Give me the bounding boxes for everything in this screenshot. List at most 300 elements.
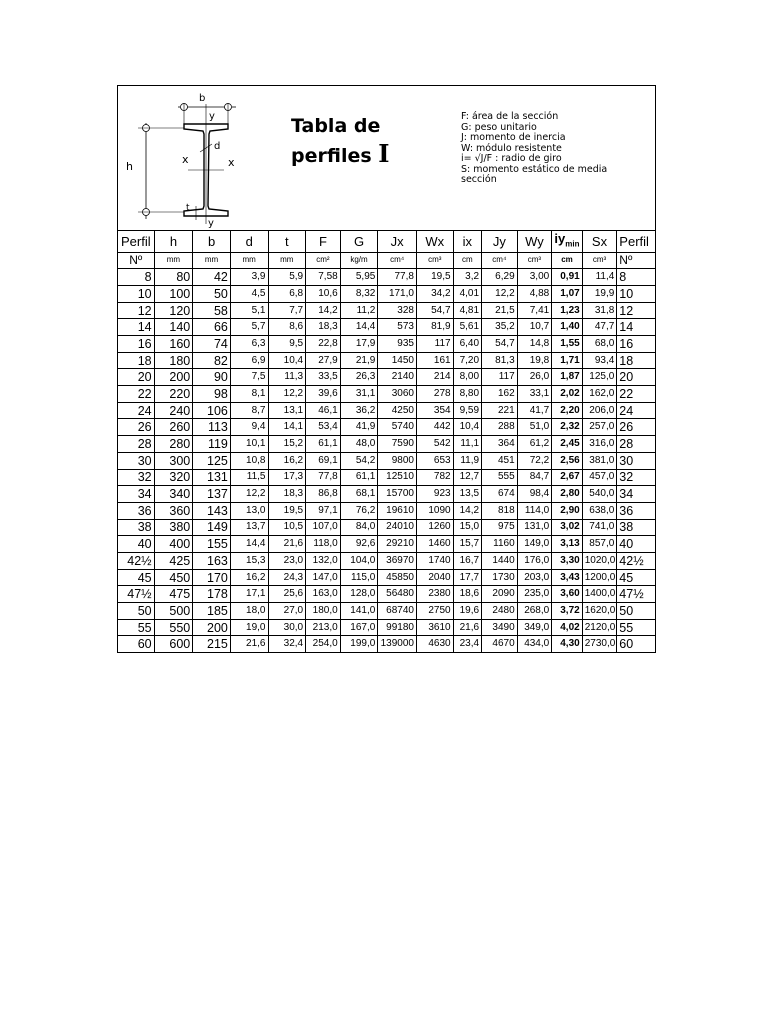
table-cell: 2140 [378, 369, 417, 386]
table-cell: 98 [193, 386, 231, 403]
table-row [118, 419, 656, 436]
table-cell: 19,6 [453, 603, 481, 620]
table-cell: 14,4 [340, 319, 378, 336]
column-header-label: h [169, 233, 178, 249]
table-cell: 16,7 [453, 552, 481, 569]
table-cell: 653 [416, 452, 453, 469]
table-cell: 2090 [482, 586, 518, 603]
table-cell: 81,9 [416, 319, 453, 336]
table-cell: 7,20 [453, 352, 481, 369]
table-cell: 349,0 [517, 619, 552, 636]
table-cell: 84,0 [340, 519, 378, 536]
unit-cell: cm³ [517, 252, 552, 269]
unit-cell: cm³ [582, 252, 617, 269]
table-cell: 36970 [378, 552, 417, 569]
table-cell: 9,5 [268, 336, 306, 353]
table-cell: 6,40 [453, 336, 481, 353]
table-cell: 7,58 [306, 269, 341, 286]
table-cell: 30 [617, 452, 656, 469]
table-cell: 13,7 [230, 519, 268, 536]
legend-line: W: módulo resistente [461, 142, 562, 154]
table-row [118, 352, 656, 369]
unit-cell: cm⁴ [482, 252, 518, 269]
column-header-label: Wy [525, 233, 544, 249]
unit-cell: cm³ [416, 252, 453, 269]
table-cell: 13,5 [453, 486, 481, 503]
table-cell: 240 [154, 402, 193, 419]
table-cell: 28 [617, 436, 656, 453]
table-cell: 162,0 [582, 386, 617, 403]
table-cell: 3490 [482, 619, 518, 636]
unit-cell: cm [552, 252, 583, 269]
unit-cell: Nº [118, 252, 155, 269]
table-cell: 149 [193, 519, 231, 536]
table-cell: 8 [118, 269, 155, 286]
table-cell: 1730 [482, 569, 518, 586]
table-cell: 167,0 [340, 619, 378, 636]
table-cell: 425 [154, 552, 193, 569]
table-cell: 10,7 [517, 319, 552, 336]
diagram-label-d: d [214, 141, 221, 152]
table-cell: 92,6 [340, 536, 378, 553]
table-cell: 206,0 [582, 402, 617, 419]
table-cell: 24,3 [268, 569, 306, 586]
table-cell: 48,0 [340, 436, 378, 453]
table-cell: 19610 [378, 502, 417, 519]
column-header-label: iy [554, 231, 566, 246]
column-header-label: Sx [591, 233, 608, 249]
column-header [118, 231, 155, 253]
column-header-label: b [207, 233, 216, 249]
table-cell: 4630 [416, 636, 453, 653]
table-cell: 2120,0 [582, 619, 617, 636]
table-cell: 131 [193, 469, 231, 486]
table-cell: 354 [416, 402, 453, 419]
table-cell: 10,8 [230, 452, 268, 469]
table-cell: 8 [617, 269, 656, 286]
table-cell: 14,4 [230, 536, 268, 553]
table-row [118, 285, 656, 302]
table-cell: 117 [482, 369, 518, 386]
column-header [482, 231, 518, 253]
table-cell: 475 [154, 586, 193, 603]
table-cell: 381,0 [582, 452, 617, 469]
table-cell: 10 [118, 285, 155, 302]
table-cell: 500 [154, 603, 193, 620]
table-cell: 7,7 [268, 302, 306, 319]
table-cell: 1020,0 [582, 552, 617, 569]
table-cell: 2,32 [552, 419, 583, 436]
table-cell: 3610 [416, 619, 453, 636]
table-cell: 117 [416, 336, 453, 353]
table-cell: 47½ [617, 586, 656, 603]
table-cell: 61,1 [306, 436, 341, 453]
table-cell: 14 [617, 319, 656, 336]
table-cell: 180 [154, 352, 193, 369]
table-cell: 21,6 [230, 636, 268, 653]
column-header-label: G [353, 233, 365, 249]
table-cell: 457,0 [582, 469, 617, 486]
table-cell: 782 [416, 469, 453, 486]
table-cell: 39,6 [306, 386, 341, 403]
table-cell: 364 [482, 436, 518, 453]
table-cell: 27,0 [268, 603, 306, 620]
table-cell: 5740 [378, 419, 417, 436]
title-line-2 [291, 140, 390, 170]
unit-cell: cm² [306, 252, 341, 269]
table-cell: 40 [118, 536, 155, 553]
table-cell: 161 [416, 352, 453, 369]
table-cell: 1620,0 [582, 603, 617, 620]
table-cell: 34,2 [416, 285, 453, 302]
table-cell: 47,7 [582, 319, 617, 336]
table-cell: 2040 [416, 569, 453, 586]
table-cell: 278 [416, 386, 453, 403]
table-cell: 555 [482, 469, 518, 486]
table-cell: 42 [193, 269, 231, 286]
table-cell: 11,4 [582, 269, 617, 286]
table-cell: 33,1 [517, 386, 552, 403]
table-cell: 163 [193, 552, 231, 569]
table-cell: 400 [154, 536, 193, 553]
table-cell: 98,4 [517, 486, 552, 503]
table-row [118, 469, 656, 486]
table-cell: 68,0 [582, 336, 617, 353]
table-cell: 8,32 [340, 285, 378, 302]
table-cell: 18,6 [453, 586, 481, 603]
table-cell: 143 [193, 502, 231, 519]
table-cell: 19,5 [416, 269, 453, 286]
legend-line: sección [461, 174, 497, 185]
table-cell: 221 [482, 402, 518, 419]
table-cell: 5,1 [230, 302, 268, 319]
table-cell: 18,3 [306, 319, 341, 336]
table-cell: 34 [617, 486, 656, 503]
table-cell: 1,40 [552, 319, 583, 336]
table-cell: 113 [193, 419, 231, 436]
table-cell: 29210 [378, 536, 417, 553]
table-cell: 26,3 [340, 369, 378, 386]
table-cell: 1450 [378, 352, 417, 369]
iy-subscript: min [565, 239, 580, 249]
table-cell: 4250 [378, 402, 417, 419]
table-cell: 328 [378, 302, 417, 319]
column-header-label: Wx [425, 233, 445, 249]
table-cell: 30,0 [268, 619, 306, 636]
table-cell: 118,0 [306, 536, 341, 553]
table-cell: 68,1 [340, 486, 378, 503]
column-header-label: Perfil [619, 233, 649, 249]
table-row [118, 502, 656, 519]
column-header [378, 231, 417, 253]
table-cell: 2380 [416, 586, 453, 603]
table-cell: 4,02 [552, 619, 583, 636]
table-cell: 8,6 [268, 319, 306, 336]
header-row [118, 231, 656, 253]
unit-cell: mm [154, 252, 193, 269]
table-cell: 106 [193, 402, 231, 419]
table-cell: 200 [154, 369, 193, 386]
table-cell: 1740 [416, 552, 453, 569]
table-cell: 26,0 [517, 369, 552, 386]
table-cell: 82 [193, 352, 231, 369]
table-cell: 35,2 [482, 319, 518, 336]
table-cell: 18,0 [230, 603, 268, 620]
table-cell: 46,1 [306, 402, 341, 419]
table-cell: 23,4 [453, 636, 481, 653]
column-header [416, 231, 453, 253]
table-cell: 18 [617, 352, 656, 369]
table-cell: 1,87 [552, 369, 583, 386]
table-cell: 45850 [378, 569, 417, 586]
table-cell: 316,0 [582, 436, 617, 453]
table-cell: 199,0 [340, 636, 378, 653]
table-cell: 178 [193, 586, 231, 603]
table-cell: 9,59 [453, 402, 481, 419]
table-cell: 2,67 [552, 469, 583, 486]
legend-line: S: momento estático de media [461, 163, 608, 175]
table-cell: 16 [118, 336, 155, 353]
table-row [118, 452, 656, 469]
table-cell: 8,1 [230, 386, 268, 403]
table-cell: 1460 [416, 536, 453, 553]
table-cell: 114,0 [517, 502, 552, 519]
header-box [117, 85, 656, 230]
table-cell: 254,0 [306, 636, 341, 653]
table-cell: 147,0 [306, 569, 341, 586]
table-cell: 674 [482, 486, 518, 503]
table-cell: 17,3 [268, 469, 306, 486]
table-cell: 380 [154, 519, 193, 536]
table-cell: 3,13 [552, 536, 583, 553]
table-cell: 45 [617, 569, 656, 586]
table-cell: 66 [193, 319, 231, 336]
diagram-label-y-bottom: y [208, 218, 214, 229]
table-cell: 257,0 [582, 419, 617, 436]
table-cell: 140 [154, 319, 193, 336]
table-cell: 38 [617, 519, 656, 536]
table-cell: 16,2 [268, 452, 306, 469]
table-cell: 11,5 [230, 469, 268, 486]
table-cell: 7590 [378, 436, 417, 453]
table-cell: 15,3 [230, 552, 268, 569]
table-cell: 1200,0 [582, 569, 617, 586]
table-cell: 81,3 [482, 352, 518, 369]
table-cell: 61,1 [340, 469, 378, 486]
table-cell: 1,07 [552, 285, 583, 302]
table-cell: 300 [154, 452, 193, 469]
table-cell: 141,0 [340, 603, 378, 620]
table-row [118, 619, 656, 636]
table-cell: 11,1 [453, 436, 481, 453]
table-cell: 100 [154, 285, 193, 302]
table-cell: 185 [193, 603, 231, 620]
table-cell: 171,0 [378, 285, 417, 302]
legend-line: G: peso unitario [461, 121, 537, 133]
table-cell: 11,3 [268, 369, 306, 386]
table-cell: 160 [154, 336, 193, 353]
table-cell: 8,00 [453, 369, 481, 386]
table-cell: 33,5 [306, 369, 341, 386]
column-header [268, 231, 306, 253]
table-cell: 36 [617, 502, 656, 519]
table-cell: 21,5 [482, 302, 518, 319]
title-line-1: Tabla de [291, 115, 381, 137]
table-cell: 84,7 [517, 469, 552, 486]
table-cell: 450 [154, 569, 193, 586]
table-cell: 1440 [482, 552, 518, 569]
table-cell: 22,8 [306, 336, 341, 353]
table-cell: 176,0 [517, 552, 552, 569]
column-header [582, 231, 617, 253]
table-cell: 26 [617, 419, 656, 436]
table-cell: 7,41 [517, 302, 552, 319]
table-cell: 320 [154, 469, 193, 486]
table-cell: 4,5 [230, 285, 268, 302]
table-cell: 0,91 [552, 269, 583, 286]
column-header-label: Jy [492, 233, 506, 249]
table-cell: 32,4 [268, 636, 306, 653]
table-cell: 12,7 [453, 469, 481, 486]
column-header-label: d [245, 233, 253, 249]
table-cell: 24 [118, 402, 155, 419]
table-cell: 12,2 [268, 386, 306, 403]
table-cell: 162 [482, 386, 518, 403]
table-cell: 340 [154, 486, 193, 503]
table-cell: 12 [118, 302, 155, 319]
table-cell: 741,0 [582, 519, 617, 536]
table-cell: 50 [617, 603, 656, 620]
table-cell: 540,0 [582, 486, 617, 503]
diagram-label-h: h [126, 160, 133, 173]
table-cell: 6,9 [230, 352, 268, 369]
profile-symbol: I [378, 139, 390, 168]
table-cell: 2,02 [552, 386, 583, 403]
table-cell: 139000 [378, 636, 417, 653]
table-cell: 260 [154, 419, 193, 436]
table-row [118, 536, 656, 553]
table-cell: 18 [118, 352, 155, 369]
table-cell: 107,0 [306, 519, 341, 536]
table-cell: 90 [193, 369, 231, 386]
table-cell: 1,55 [552, 336, 583, 353]
table-cell: 542 [416, 436, 453, 453]
column-header-label: Perfil [120, 233, 151, 249]
table-cell: 1,71 [552, 352, 583, 369]
table-cell: 15,0 [453, 519, 481, 536]
table-cell: 2,80 [552, 486, 583, 503]
table-cell: 131,0 [517, 519, 552, 536]
table-cell: 41,7 [517, 402, 552, 419]
table-cell: 14 [118, 319, 155, 336]
diagram-label-t: t [186, 203, 190, 213]
table-cell: 77,8 [378, 269, 417, 286]
table-cell: 28 [118, 436, 155, 453]
table-cell: 93,4 [582, 352, 617, 369]
table-cell: 17,1 [230, 586, 268, 603]
table-cell: 155 [193, 536, 231, 553]
table-cell: 1400,0 [582, 586, 617, 603]
unit-cell: mm [268, 252, 306, 269]
unit-cell: Nº [617, 252, 656, 269]
table-row [118, 336, 656, 353]
table-cell: 128,0 [340, 586, 378, 603]
table-cell: 434,0 [517, 636, 552, 653]
page-title [291, 113, 390, 170]
table-row [118, 402, 656, 419]
table-cell: 47½ [118, 586, 155, 603]
table-cell: 36,2 [340, 402, 378, 419]
table-cell: 38 [118, 519, 155, 536]
table-cell: 280 [154, 436, 193, 453]
table-cell: 3,00 [517, 269, 552, 286]
table-cell: 4,30 [552, 636, 583, 653]
table-cell: 550 [154, 619, 193, 636]
table-cell: 10,1 [230, 436, 268, 453]
table-cell: 1090 [416, 502, 453, 519]
table-cell: 6,8 [268, 285, 306, 302]
table-cell: 12,2 [482, 285, 518, 302]
column-header [154, 231, 193, 253]
table-cell: 22 [617, 386, 656, 403]
table-row [118, 436, 656, 453]
table-cell: 573 [378, 319, 417, 336]
table-cell: 9,4 [230, 419, 268, 436]
table-cell: 40 [617, 536, 656, 553]
table-row [118, 269, 656, 286]
table-cell: 3,02 [552, 519, 583, 536]
table-cell: 56480 [378, 586, 417, 603]
table-cell: 72,2 [517, 452, 552, 469]
table-cell: 2,20 [552, 402, 583, 419]
table-cell: 12510 [378, 469, 417, 486]
table-cell: 214 [416, 369, 453, 386]
table-cell: 7,5 [230, 369, 268, 386]
table-cell: 2,45 [552, 436, 583, 453]
title-word: perfiles [291, 145, 372, 167]
table-cell: 2,56 [552, 452, 583, 469]
table-cell: 213,0 [306, 619, 341, 636]
legend [461, 112, 607, 186]
table-cell: 818 [482, 502, 518, 519]
table-cell: 51,0 [517, 419, 552, 436]
table-cell: 41,9 [340, 419, 378, 436]
table-cell: 2730,0 [582, 636, 617, 653]
units-row [118, 252, 656, 269]
table-cell: 31,1 [340, 386, 378, 403]
table-row [118, 386, 656, 403]
table-row [118, 586, 656, 603]
table-cell: 125 [193, 452, 231, 469]
table-cell: 6,3 [230, 336, 268, 353]
table-cell: 120 [154, 302, 193, 319]
column-header [552, 231, 583, 253]
table-cell: 9800 [378, 452, 417, 469]
table-cell: 1,23 [552, 302, 583, 319]
table-cell: 30 [118, 452, 155, 469]
column-header-label: ix [462, 233, 472, 249]
table-cell: 10 [617, 285, 656, 302]
table-cell: 360 [154, 502, 193, 519]
table-row [118, 552, 656, 569]
table-cell: 857,0 [582, 536, 617, 553]
table-cell: 21,6 [453, 619, 481, 636]
table-cell: 4,88 [517, 285, 552, 302]
table-cell: 15700 [378, 486, 417, 503]
column-header [517, 231, 552, 253]
table-cell: 54,2 [340, 452, 378, 469]
table-cell: 132,0 [306, 552, 341, 569]
